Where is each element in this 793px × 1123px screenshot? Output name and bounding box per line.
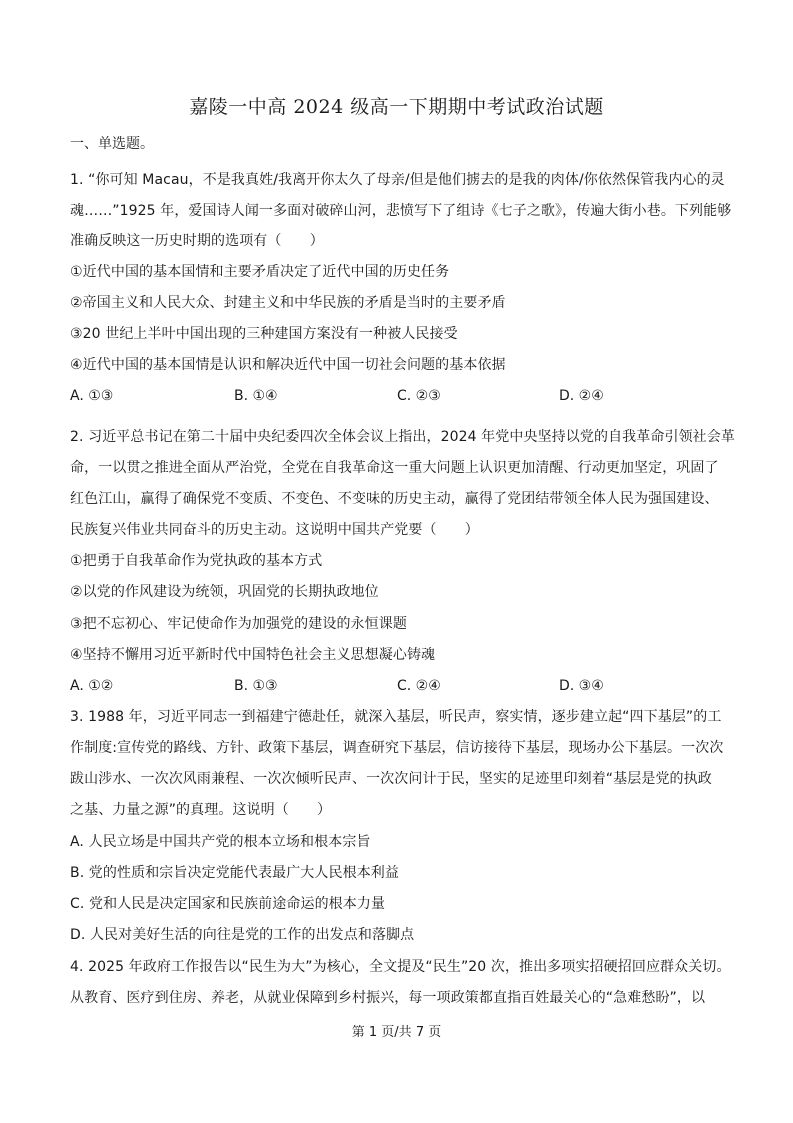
question-3-line-1: 3. 1988 年，习近平同志一到福建宁德赴任，就深入基层，听民声，察实情，逐步建立起“四下基层”的工: [70, 709, 722, 725]
question-1-line-3: 准确反映这一历史时期的选项有（ ）: [70, 233, 324, 249]
question-2-line-1: 2. 习近平总书记在第二十届中央纪委四次全体会议上指出，2024 年党中央坚持以党的自我革命引领社会革: [70, 429, 735, 445]
question-2-line-2: 命，一以贯之推进全面从严治党，全党在自我革命这一重大问题上认识更加清醒、行动更加坚定，巩固了: [70, 460, 719, 476]
question-3-option-d: D. 人民对美好生活的向往是党的工作的出发点和落脚点: [70, 927, 415, 943]
question-1-statement-3: ③20 世纪上半叶中国出现的三种建国方案没有一种被人民接受: [70, 326, 458, 342]
question-3-option-c: C. 党和人民是决定国家和民族前途命运的根本力量: [70, 896, 386, 912]
question-3-line-4: 之基、力量之源”的真理。这说明（ ）: [70, 802, 332, 818]
question-3-option-a: A. 人民立场是中国共产党的根本立场和根本宗旨: [70, 834, 371, 850]
question-4-line-2: 从教育、医疗到住房、养老，从就业保障到乡村振兴，每一项政策都直指百姓最关心的“急难愁盼”，以: [70, 990, 706, 1006]
question-2-statement-3: ③把不忘初心、牢记使命作为加强党的建设的永恒课题: [70, 616, 407, 632]
question-3-option-b: B. 党的性质和宗旨决定党能代表最广大人民根本利益: [70, 865, 400, 881]
question-1-statement-2: ②帝国主义和人民大众、封建主义和中华民族的矛盾是当时的主要矛盾: [70, 295, 506, 311]
question-3-line-3: 跋山涉水、一次次风雨兼程、一次次倾听民声、一次次问计于民，坚实的足迹里印刻着“基层是党的执政: [70, 771, 712, 787]
question-1-option-d: D. ②④: [559, 388, 604, 404]
section-heading: 一、单选题。: [70, 136, 154, 152]
question-1-option-c: C. ②③: [397, 388, 441, 404]
question-2-option-d: D. ③④: [559, 678, 604, 694]
question-1-option-b: B. ①④: [234, 388, 278, 404]
question-2-option-c: C. ②④: [397, 678, 441, 694]
question-4-line-1: 4. 2025 年政府工作报告以“民生为大”为核心，全文提及“民生”20 次，推出多项实招硬招回应群众关切。: [70, 959, 731, 975]
question-2-option-a: A. ①②: [70, 678, 114, 694]
question-2-statement-2: ②以党的作风建设为统领，巩固党的长期执政地位: [70, 584, 379, 600]
question-1-statement-4: ④近代中国的基本国情是认识和解决近代中国一切社会问题的基本依据: [70, 357, 506, 373]
question-2-line-3: 红色江山，赢得了确保党不变质、不变色、不变味的历史主动，赢得了党团结带领全体人民为强国建设、: [70, 491, 719, 507]
question-3-line-2: 作制度:宣传党的路线、方针、政策下基层，调查研究下基层，信访接待下基层，现场办公下基层。一次次: [70, 740, 724, 756]
page-title: 嘉陵一中高 2024 级高一下期期中考试政治试题: [189, 96, 604, 118]
page-footer: 第 1 页/共 7 页: [351, 1025, 442, 1040]
question-1-statement-1: ①近代中国的基本国情和主要矛盾决定了近代中国的历史任务: [70, 264, 450, 280]
question-2-statement-1: ①把勇于自我革命作为党执政的基本方式: [70, 553, 323, 569]
question-2-option-b: B. ①③: [234, 678, 278, 694]
question-1-option-a: A. ①③: [70, 388, 114, 404]
question-2-line-4: 民族复兴伟业共同奋斗的历史主动。这说明中国共产党要（ ）: [70, 522, 479, 538]
question-2-statement-4: ④坚持不懈用习近平新时代中国特色社会主义思想凝心铸魂: [70, 647, 436, 663]
question-1-line-1: 1. “你可知 Macau，不是我真姓/我离开你太久了母亲/但是他们掳去的是我的肉体/你依然保管我内心的灵: [70, 172, 725, 188]
question-1-line-2: 魂……”1925 年，爱国诗人闻一多面对破碎山河，悲愤写下了组诗《七子之歌》，传遍大街小巷。下列能够: [70, 203, 732, 219]
